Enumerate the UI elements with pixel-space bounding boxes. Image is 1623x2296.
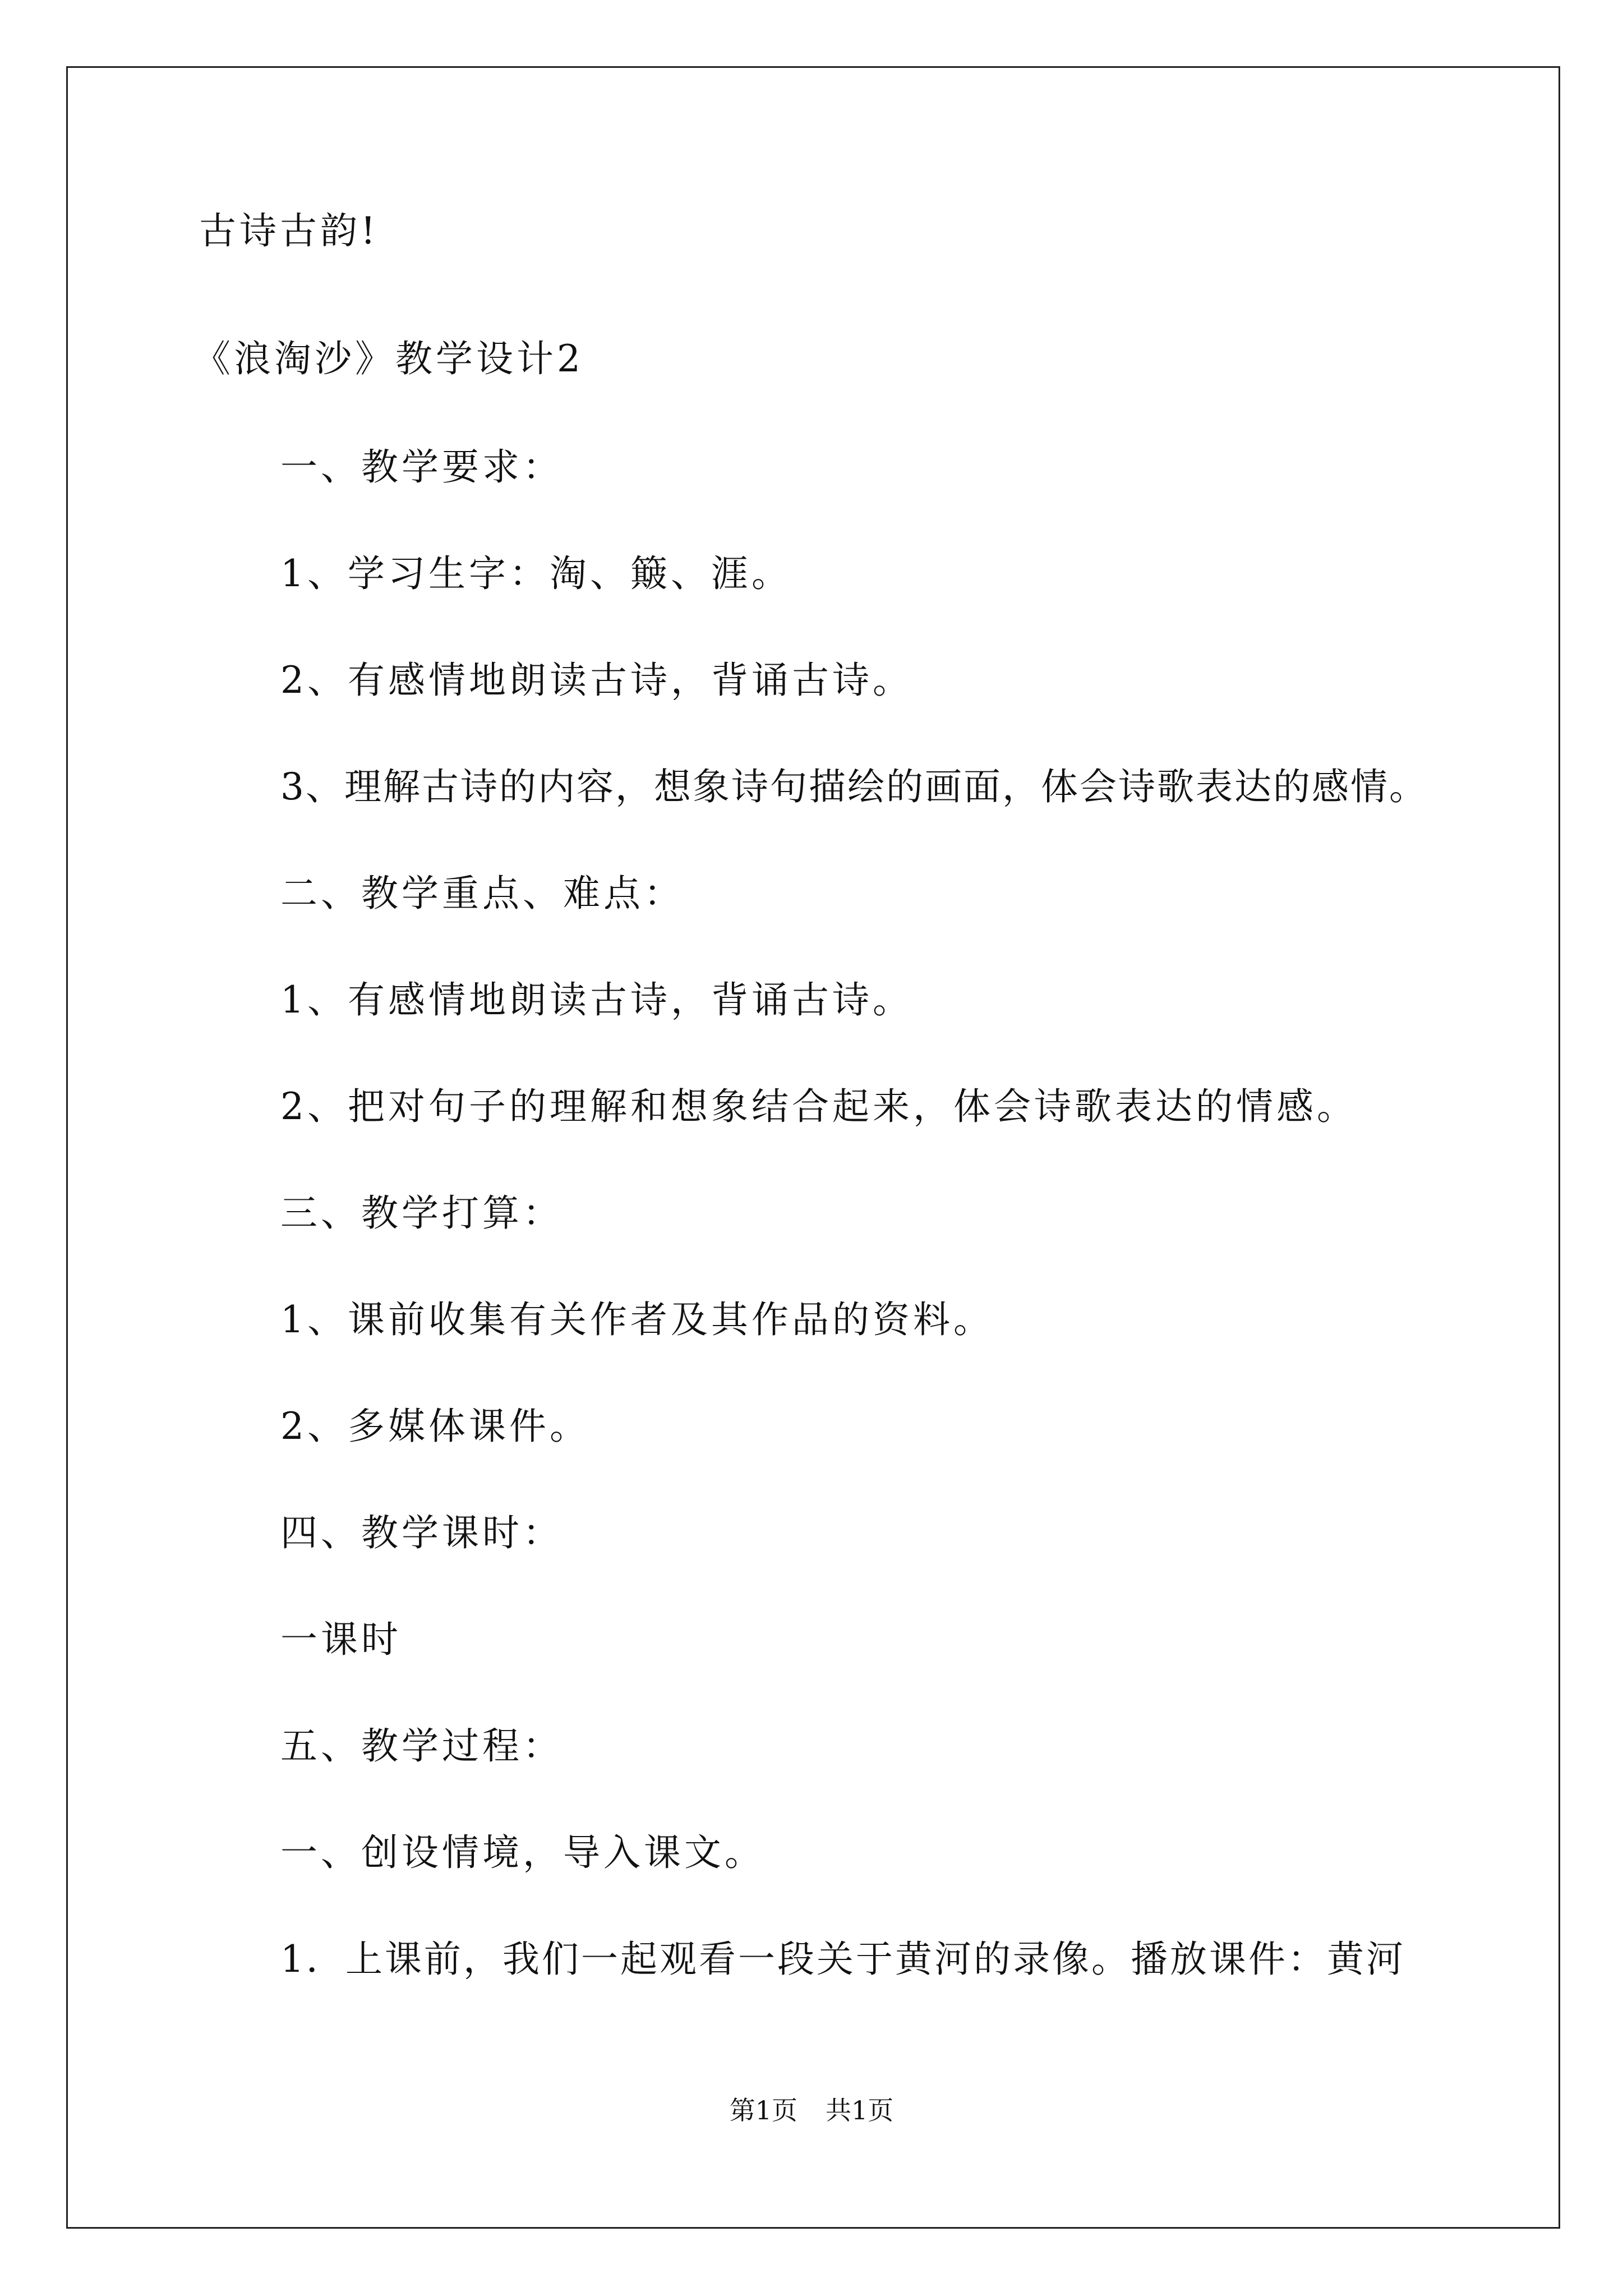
list-item: 2、把对句子的理解和想象结合起来，体会诗歌表达的情感。 — [280, 1085, 1357, 1128]
document-title: 《浪淘沙》教学设计2 — [193, 337, 584, 380]
list-item: 2、有感情地朗读古诗，背诵古诗。 — [280, 659, 913, 702]
page-total: 共1页 — [826, 2095, 894, 2125]
section-heading-preparation: 三、教学打算： — [280, 1191, 563, 1235]
list-item: 1．上课前，我们一起观看一段关于黄河的录像。播放课件：黄河 — [280, 1938, 1405, 1981]
page-frame — [66, 66, 1560, 2229]
section-heading-lesson-hours: 四、教学课时： — [280, 1511, 563, 1554]
section-heading-requirements: 一、教学要求： — [280, 445, 563, 489]
list-item: 1、有感情地朗读古诗，背诵古诗。 — [280, 978, 913, 1022]
list-item: 3、理解古诗的内容，想象诗句描绘的画面，体会诗歌表达的感情。 — [280, 765, 1428, 808]
list-item: 2、多媒体课件。 — [280, 1405, 590, 1448]
subsection-heading: 一、创设情境，导入课文。 — [280, 1831, 765, 1874]
section-heading-key-points: 二、教学重点、难点： — [280, 872, 684, 915]
list-item: 1、课前收集有关作者及其作品的资料。 — [280, 1298, 994, 1341]
page-number: 第1页 — [729, 2095, 797, 2125]
list-item: 1、学习生字：淘、簸、涯。 — [280, 552, 792, 595]
page-footer — [0, 2093, 1623, 2127]
text-line-intro: 古诗古韵! — [199, 209, 379, 252]
text-line: 一课时 — [280, 1618, 402, 1661]
section-heading-process: 五、教学过程： — [280, 1724, 563, 1768]
